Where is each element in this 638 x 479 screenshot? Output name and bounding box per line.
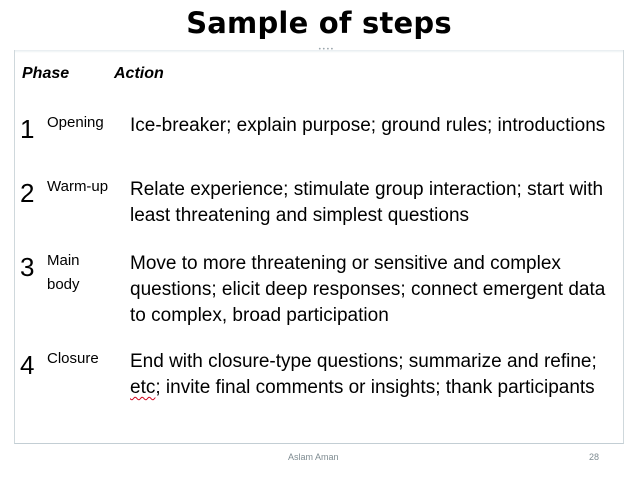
slide-title: Sample of steps (186, 6, 452, 40)
decor-dots: •••• (318, 46, 335, 53)
phase-name-1: Opening (47, 114, 104, 131)
phase-action-4 (130, 349, 622, 401)
phase-number-3: 3 (20, 252, 35, 282)
phase-number-1: 1 (20, 114, 35, 144)
phase-action-4-tail: ; invite final comments or insights; thank participants (155, 377, 595, 398)
spellcheck-etc: etc (130, 377, 156, 398)
phase-name-3: Main body (47, 252, 80, 293)
phase-name-4: Closure (47, 350, 99, 367)
footer-page-number: 28 (589, 452, 600, 462)
phase-action-3: Move to more threatening or sensitive and complex questions; elicit deep responses; connect emergent data to complex, broad participation (130, 253, 606, 326)
phase-action-4-lead: End with closure-type questions; summarize and refine; (130, 351, 597, 372)
phase-name-2: Warm-up (47, 178, 109, 195)
column-header-action: Action (114, 65, 164, 82)
phase-action-2: Relate experience; stimulate group interaction; start with least threatening and simplest questions (130, 179, 604, 226)
phase-number-4: 4 (20, 350, 35, 380)
phase-action-1: Ice-breaker; explain purpose; ground rules; introductions (130, 115, 606, 136)
column-header-phase: Phase (22, 65, 70, 82)
footer-author: Aslam Aman (288, 452, 339, 462)
phase-number-2: 2 (20, 178, 35, 208)
